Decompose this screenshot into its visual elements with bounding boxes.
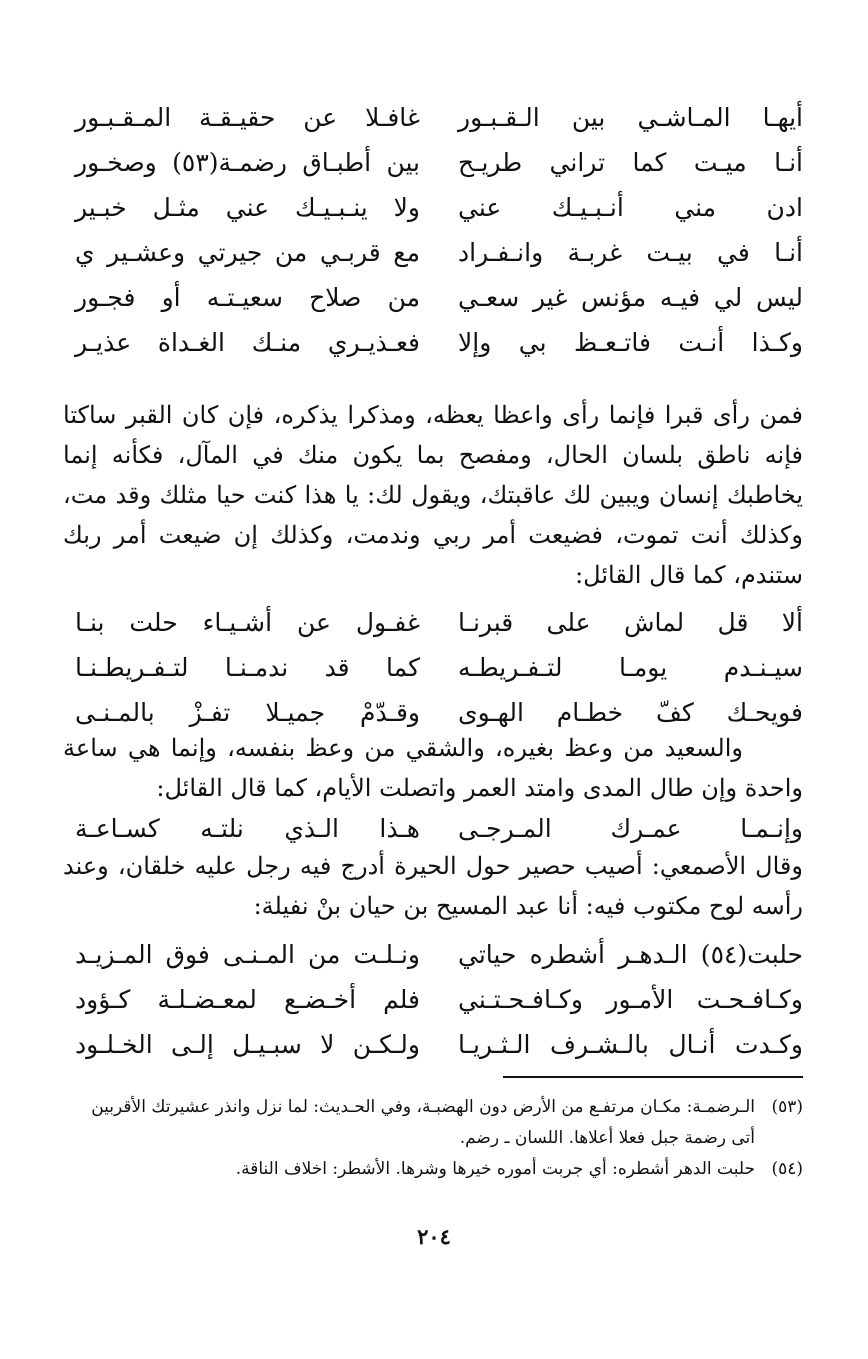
prose-paragraph	[63, 846, 803, 926]
verse-first-hemistich: حلبت(٥٤) الـدهـر أشطره حياتي	[458, 940, 803, 969]
verse-second-hemistich: من صلاح سعيـتـه أو فجـور	[75, 283, 420, 312]
poem-verse	[0, 230, 868, 275]
verse-first-hemistich: وكـذا أنـت فاتـعـظ بي وإلا	[458, 328, 803, 357]
verse-first-hemistich: أيهـا المـاشـي بين الـقـبـور	[458, 103, 803, 132]
footnote	[63, 1154, 803, 1185]
poem-verse	[0, 600, 868, 645]
footnote-number: (٥٣)	[771, 1097, 803, 1117]
verse-second-hemistich: هـذا الـذي نلتـه كسـاعـة	[75, 814, 420, 843]
poem-section-1	[0, 95, 868, 365]
verse-first-hemistich: ليس لي فيـه مؤنس غير سعـي	[458, 283, 803, 312]
footnote-text: الـرضمـة: مكـان مرتفـع من الأرض دون الهضبـة، وفي الحـديث: لما نزل وانذر عشيرتك الأقربين أتى رضمة جبل فعلا أعلاها. اللسان ـ رضم.	[91, 1097, 755, 1148]
verse-second-hemistich: ونـلـت من المـنـى فوق المـزيـد	[75, 940, 420, 969]
verse-second-hemistich: ولا ينـبـيـك عني مثـل خبـير	[75, 193, 420, 222]
verse-second-hemistich: فعـذيـري منـك الغـداة عذيـر	[75, 328, 420, 357]
verse-first-hemistich: أنـا ميـت كما تراني طريـح	[458, 148, 803, 177]
paragraph-text: فمن رأى قبرا فإنما رأى واعظا يعظه، ومذكرا يذكره، فإن كان القبر ساكتا فإنه ناطق بلسان الحال، ومفصح بما يكون منك في المآل، فكأنه إنما يخاطبك إنسان ويبين لك عاقبتك، ويقول لك: يا هذا كنت حيا مثلك وقد مت، وكذلك أنت تموت، فضيعت أمر ربي وندمت، وكذلك إن ضيعت أمر ربك ستندم، كما قال القائل:	[63, 401, 803, 589]
footnote	[63, 1092, 803, 1154]
verse-first-hemistich: وكـافـحـت الأمـور وكـافـحـتـني	[458, 985, 803, 1014]
poem-verse	[0, 275, 868, 320]
prose-paragraph	[63, 728, 803, 808]
page-number: ٢٠٤	[417, 1224, 451, 1249]
poem-verse	[0, 185, 868, 230]
verse-second-hemistich: فلم أخـضـع لمعـضـلـة كـؤود	[75, 985, 420, 1014]
poem-verse	[0, 140, 868, 185]
poem-section-4	[0, 932, 868, 1067]
poem-verse	[0, 95, 868, 140]
poem-verse	[0, 806, 868, 851]
paragraph-text: والسعيد من وعظ بغيره، والشقي من وعظ بنفسه، وإنما هي ساعة واحدة وإن طال المدى وامتد العمر واتصلت الأيام، كما قال القائل:	[63, 734, 803, 802]
verse-first-hemistich: سيـنـدم يومـا لتـفـريطـه	[458, 653, 803, 682]
footnote-text: حلبت الدهر أشطره: أي جربت أموره خيرها وشرها. الأشطر: اخلاف الناقة.	[235, 1159, 755, 1179]
poem-section-3	[0, 806, 868, 851]
poem-section-2	[0, 600, 868, 735]
verse-first-hemistich: أنـا في بيـت غربـة وانـفـراد	[458, 238, 803, 267]
footnote-number: (٥٤)	[771, 1159, 803, 1179]
verse-second-hemistich: ولـكـن لا سبـيـل إلـى الخـلـود	[75, 1030, 420, 1059]
verse-first-hemistich: ادن مني أنـبـيـك عني	[458, 193, 803, 222]
verse-second-hemistich: مع قربـي من جيرتي وعشـير ي	[75, 238, 420, 267]
verse-first-hemistich: ألا قل لماش على قبرنـا	[458, 608, 803, 637]
footnote-divider	[503, 1076, 803, 1078]
poem-verse	[0, 320, 868, 365]
poem-verse	[0, 932, 868, 977]
verse-second-hemistich: كما قد ندمـنـا لتـفـريطـنـا	[75, 653, 420, 682]
verse-second-hemistich: وقـدّمْ جميـلا تفـزْ بالمـنـى	[75, 698, 420, 727]
verse-first-hemistich: وكـدت أنـال بالـشـرف الـثـريـا	[458, 1030, 803, 1059]
verse-first-hemistich: وإنـمـا عمـرك المـرجـى	[458, 814, 803, 843]
verse-first-hemistich: فويحـك كفّ خطـام الهـوى	[458, 698, 803, 727]
verse-second-hemistich: بين أطبـاق رضمـة(٥٣) وصخـور	[75, 148, 421, 177]
verse-second-hemistich: غفـول عن أشـيـاء حلت بنـا	[75, 608, 420, 637]
poem-verse	[0, 1022, 868, 1067]
footnotes	[63, 1092, 803, 1185]
verse-second-hemistich: غافـلا عن حقيـقـة المـقـبـور	[75, 103, 420, 132]
prose-paragraph	[63, 395, 803, 595]
poem-verse	[0, 977, 868, 1022]
poem-verse	[0, 645, 868, 690]
paragraph-text: وقال الأصمعي: أصيب حصير حول الحيرة أدرج فيه رجل عليه خلقان، وعند رأسه لوح مكتوب فيه: أنا عبد المسيح بن حيان بنْ نفيلة:	[63, 852, 803, 920]
